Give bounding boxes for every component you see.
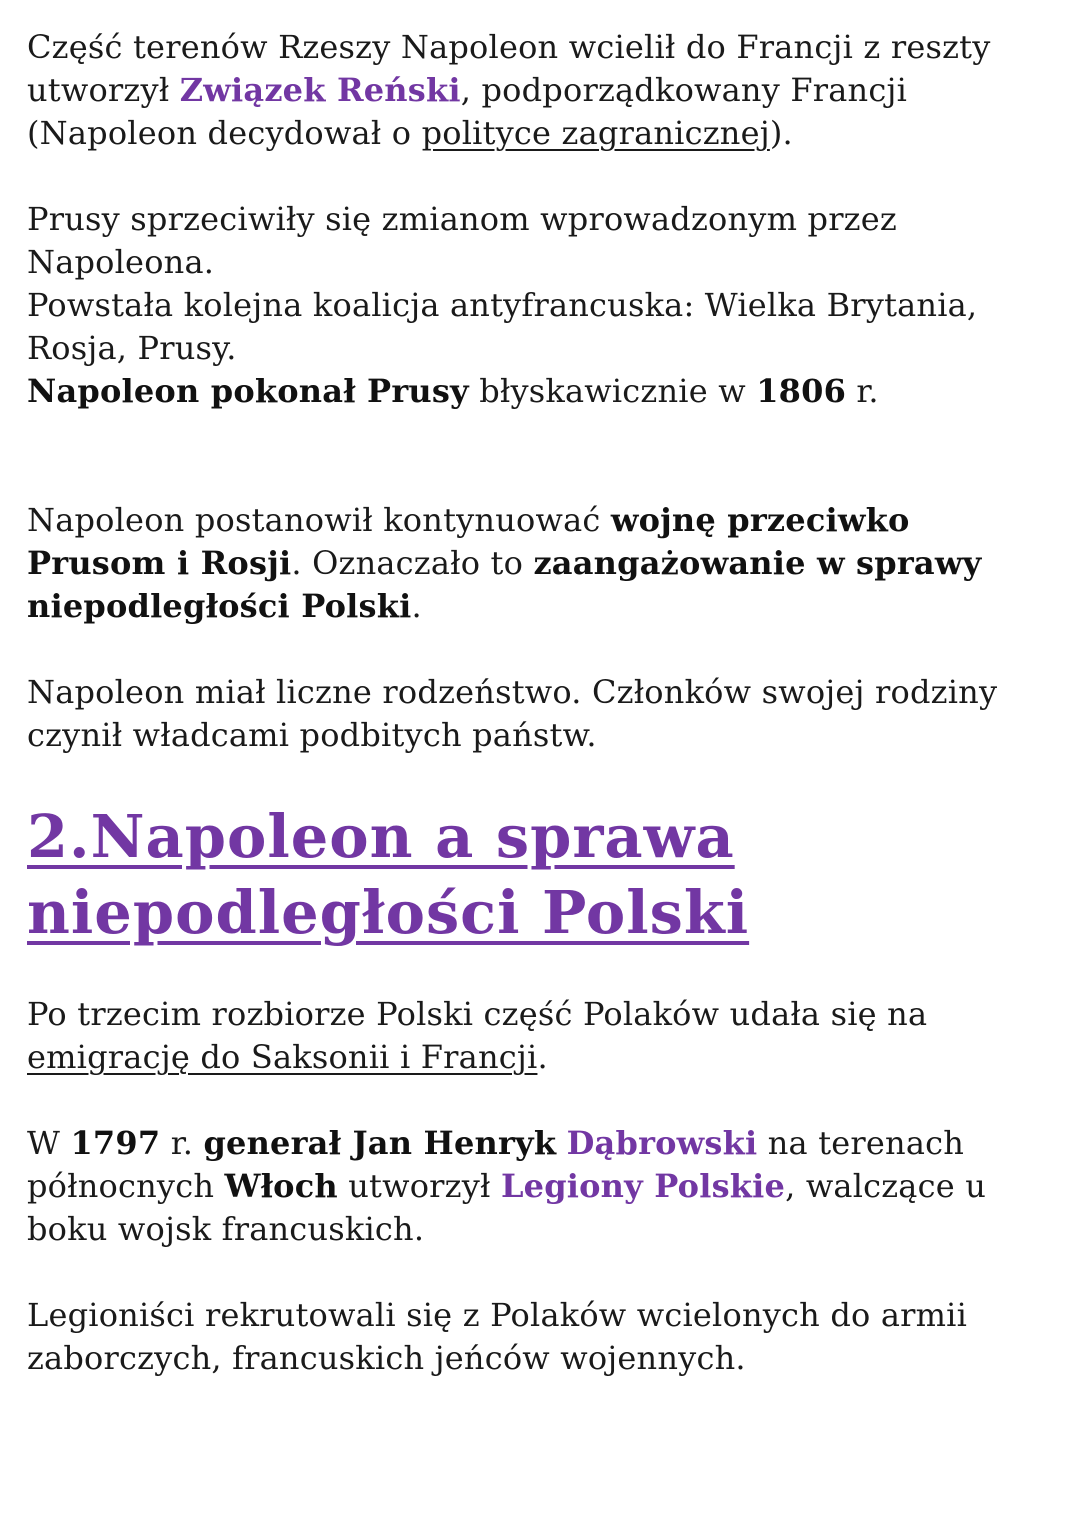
section-heading-line-1: 2.Napoleon a sprawa <box>27 802 735 871</box>
prussia-line-3: Napoleon pokonał Prusy błyskawicznie w 1806 r. <box>27 372 879 410</box>
highlight-polish-legions: Legiony Polskie <box>500 1167 786 1205</box>
paragraph-confederation: Część terenów Rzeszy Napoleon wcielił do Francji z reszty utworzył Związek Reński, podporządkowany Francji (Napoleon decydował o polityce zagranicznej). <box>27 28 991 152</box>
section-heading-line-2: niepodległości Polski <box>27 878 750 947</box>
bold-polish-independence: zaangażowanie w sprawy niepodległości Polski <box>27 544 982 625</box>
year-1797: 1797 <box>70 1124 161 1162</box>
paragraph-war-continuation: Napoleon postanowił kontynuować wojnę przeciwko Prusom i Rosji. Oznaczało to zaangażowanie w sprawy niepodległości Polski. <box>27 501 982 625</box>
bold-war-prussia-russia: wojnę przeciwko Prusom i Rosji <box>27 501 910 582</box>
prussia-line-2: Powstała kolejna koalicja antyfrancuska: Wielka Brytania, Rosja, Prusy. <box>27 286 978 367</box>
highlight-dabrowski: Dąbrowski <box>566 1124 758 1162</box>
paragraph-prussia <box>27 198 1057 413</box>
paragraph-legions: W 1797 r. generał Jan Henryk Dąbrowski na terenach północnych Włoch utworzył Legiony Polskie, walczące u boku wojsk francuskich. <box>27 1124 987 1248</box>
underlined-foreign-policy: polityce zagranicznej <box>421 114 770 152</box>
paragraph-siblings: Napoleon miał liczne rodzeństwo. Członków swojej rodziny czynił władcami podbitych państw. <box>27 673 998 754</box>
paragraph-legionnaires: Legioniści rekrutowali się z Polaków wcielonych do armii zaborczych, francuskich jeńców wojennych. <box>27 1296 968 1377</box>
prussia-line-1: Prusy sprzeciwiły się zmianom wprowadzonym przez Napoleona. <box>27 200 897 281</box>
bold-italy: Włoch <box>224 1167 338 1205</box>
bold-napoleon-defeated-prussia: Napoleon pokonał Prusy <box>27 372 469 410</box>
section-heading <box>27 799 1057 951</box>
underlined-emigration: emigrację do Saksonii i Francji <box>27 1038 538 1076</box>
note-page <box>27 26 1057 1380</box>
highlight-zwiazek-renski: Związek Reński <box>179 71 461 109</box>
year-1806: 1806 <box>756 372 847 410</box>
bold-general: generał Jan Henryk <box>203 1124 557 1162</box>
paragraph-emigration: Po trzecim rozbiorze Polski część Polaków udała się na emigrację do Saksonii i Francji. <box>27 995 928 1076</box>
